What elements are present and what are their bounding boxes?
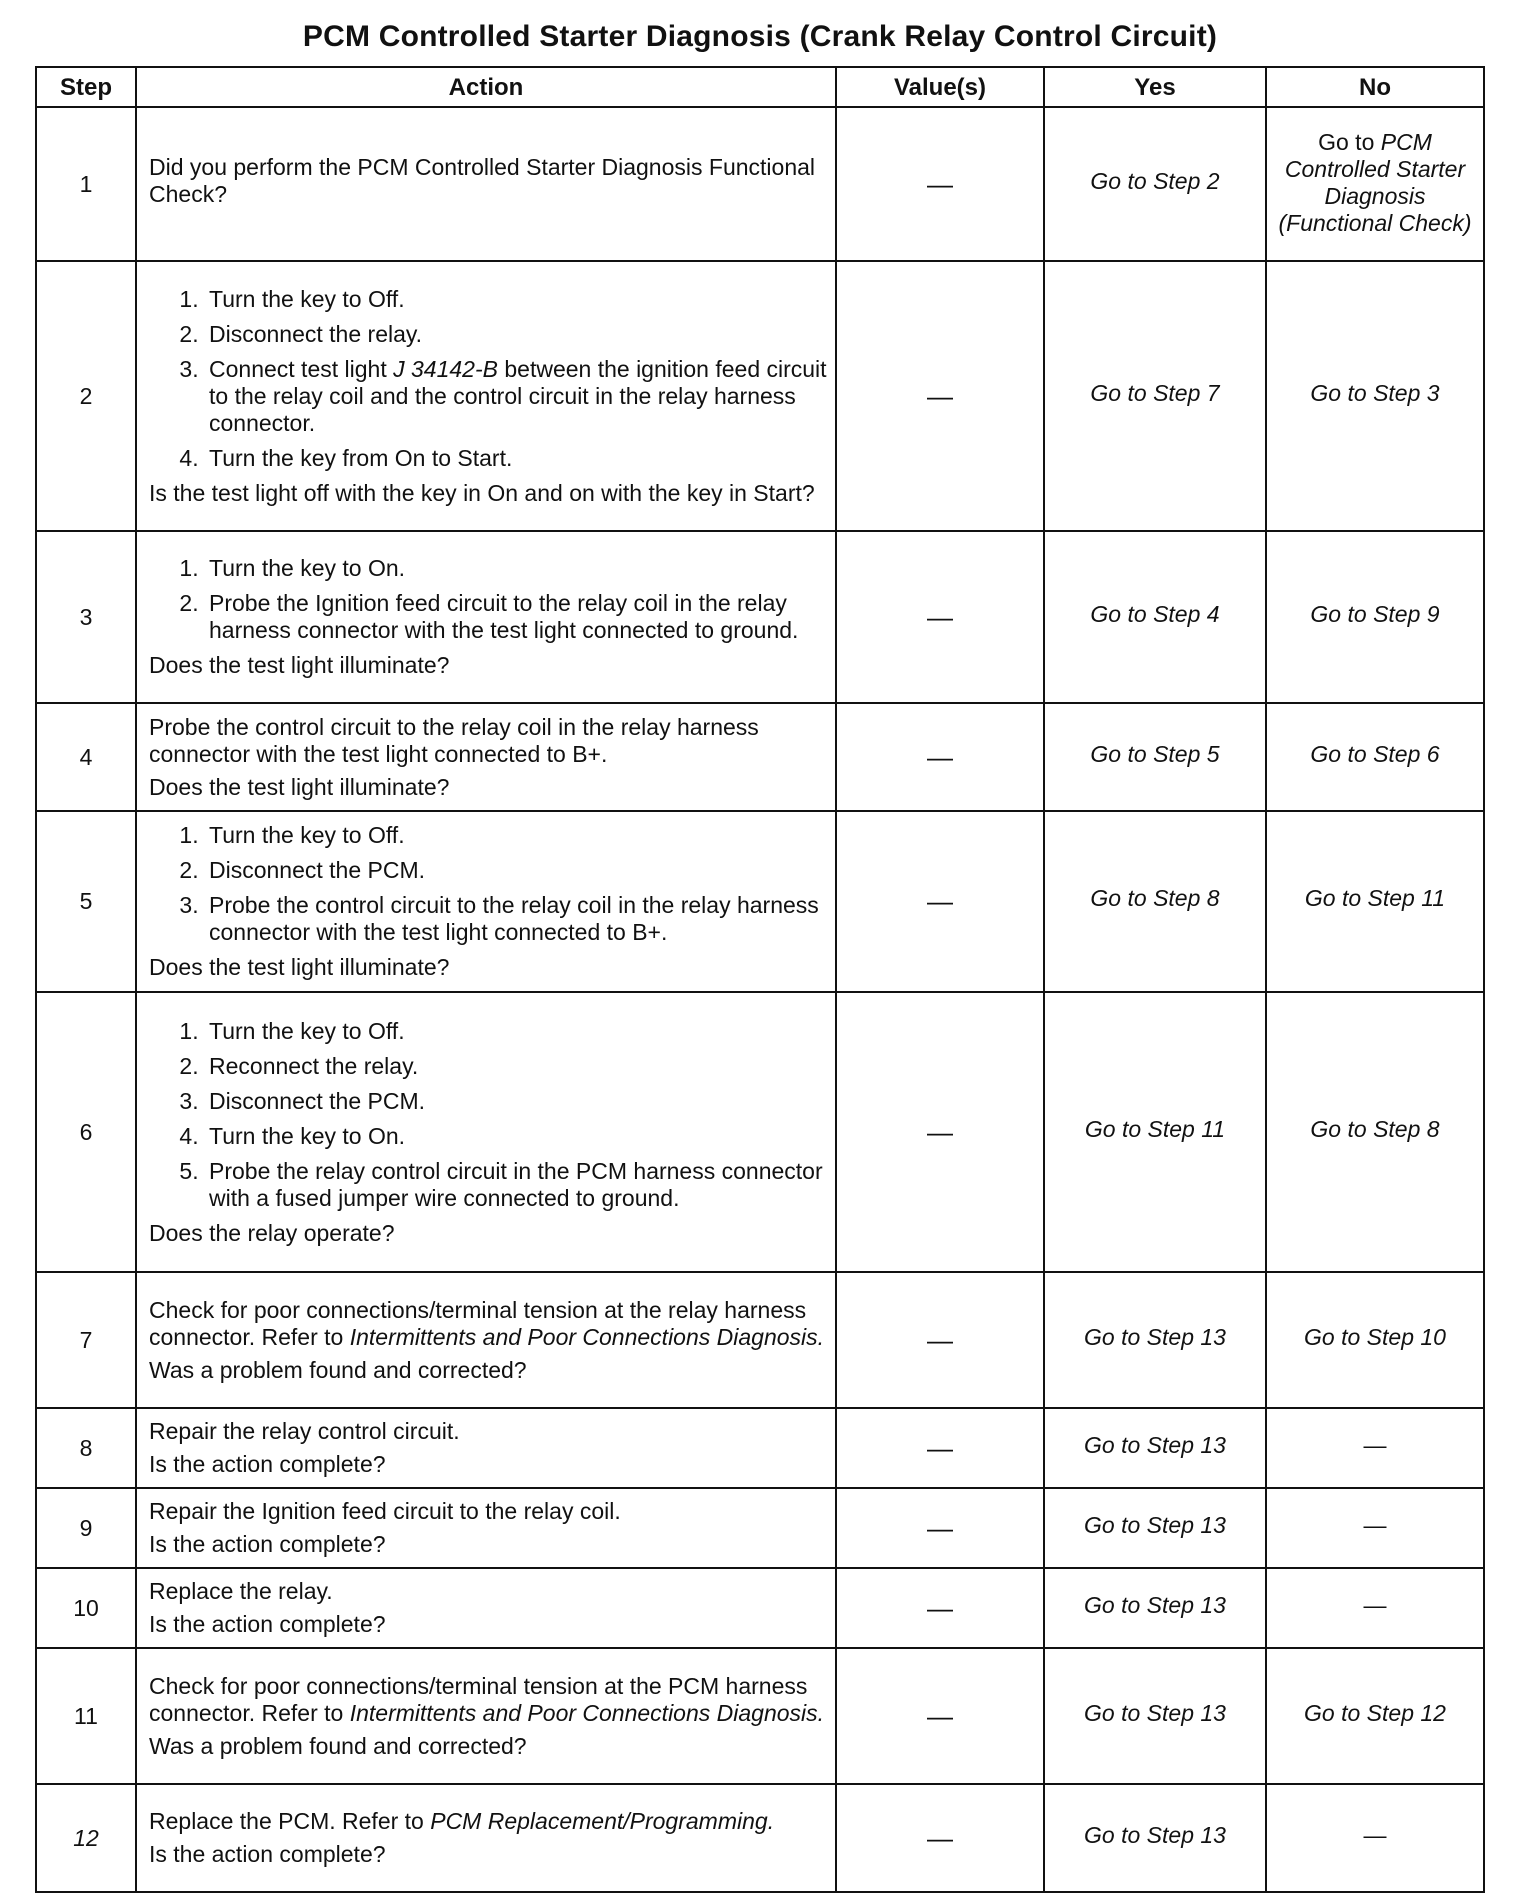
action-text-part: Replace the PCM. Refer to bbox=[149, 1808, 431, 1834]
table-row bbox=[36, 1408, 1484, 1488]
action-question: Was a problem found and corrected? bbox=[149, 1356, 527, 1383]
table-row bbox=[36, 531, 1484, 703]
no-cell bbox=[1266, 107, 1484, 261]
action-question: Does the test light illuminate? bbox=[149, 652, 450, 678]
no-reference: PCM Controlled Starter Diagnosis (Functional Check) bbox=[1278, 129, 1472, 236]
header-action: Action bbox=[136, 67, 836, 107]
action-step bbox=[205, 356, 827, 437]
value-cell: — bbox=[836, 1568, 1044, 1648]
yes-cell: Go to Step 13 bbox=[1044, 1568, 1266, 1648]
action-cell bbox=[136, 1272, 836, 1408]
header-row bbox=[36, 67, 1484, 107]
value-cell: — bbox=[836, 1648, 1044, 1784]
action-cell bbox=[136, 107, 836, 261]
no-text: Go to bbox=[1318, 129, 1381, 155]
yes-cell: Go to Step 13 bbox=[1044, 1408, 1266, 1488]
diagnosis-table bbox=[35, 66, 1485, 1893]
yes-cell: Go to Step 4 bbox=[1044, 531, 1266, 703]
action-cell bbox=[136, 703, 836, 811]
step-number: 11 bbox=[36, 1648, 136, 1784]
action-question: Is the action complete? bbox=[149, 1841, 386, 1867]
yes-cell: Go to Step 13 bbox=[1044, 1648, 1266, 1784]
table-row bbox=[36, 703, 1484, 811]
action-step: 4. Turn the key to On. bbox=[205, 1123, 827, 1150]
page-title: PCM Controlled Starter Diagnosis (Crank Relay Control Circuit) bbox=[302, 20, 1218, 53]
yes-cell: Go to Step 13 bbox=[1044, 1784, 1266, 1892]
yes-cell: Go to Step 7 bbox=[1044, 261, 1266, 531]
no-cell: Go to Step 11 bbox=[1266, 811, 1484, 992]
no-cell: — bbox=[1266, 1784, 1484, 1892]
action-step: 4. Turn the key from On to Start. bbox=[205, 445, 827, 472]
table-row bbox=[36, 1784, 1484, 1892]
action-text: Repair the relay control circuit. bbox=[149, 1418, 460, 1444]
step-number: 7 bbox=[36, 1272, 136, 1408]
doc-reference: Intermittents and Poor Connections Diagnosis. bbox=[349, 1323, 825, 1350]
table-row bbox=[36, 811, 1484, 992]
action-text-part: Check for poor connections/terminal tension at the relay harness connector. Refer to bbox=[149, 1296, 807, 1350]
action-text: Probe the control circuit to the relay coil in the relay harness connector with the test light connected to B+. bbox=[149, 713, 759, 767]
action-question: Is the action complete? bbox=[149, 1531, 386, 1557]
table-row bbox=[36, 107, 1484, 261]
action-text bbox=[149, 1673, 827, 1727]
value-cell: — bbox=[836, 703, 1044, 811]
action-question: Does the relay operate? bbox=[149, 1219, 395, 1246]
header-values: Value(s) bbox=[836, 67, 1044, 107]
action-cell bbox=[136, 1648, 836, 1784]
no-cell: Go to Step 9 bbox=[1266, 531, 1484, 703]
value-cell: — bbox=[836, 1272, 1044, 1408]
value-cell: — bbox=[836, 811, 1044, 992]
action-step: 2. Probe the Ignition feed circuit to the relay coil in the relay harness connector with the test light connected to ground. bbox=[205, 590, 827, 644]
value-cell: — bbox=[836, 1488, 1044, 1568]
value-cell: — bbox=[836, 1408, 1044, 1488]
action-text bbox=[149, 1297, 827, 1351]
action-step: 2. Reconnect the relay. bbox=[205, 1053, 827, 1080]
no-cell: Go to Step 3 bbox=[1266, 261, 1484, 531]
doc-reference: PCM Replacement/Programming. bbox=[430, 1808, 775, 1834]
yes-cell: Go to Step 5 bbox=[1044, 703, 1266, 811]
action-step: 3. Probe the control circuit to the relay coil in the relay harness connector with the test light connected to B+. bbox=[205, 892, 827, 946]
yes-cell: Go to Step 13 bbox=[1044, 1488, 1266, 1568]
action-step: 1. Turn the key to Off. bbox=[205, 286, 827, 313]
action-question: Is the test light off with the key in On and on with the key in Start? bbox=[149, 479, 815, 506]
step-number: 2 bbox=[36, 261, 136, 531]
header-no: No bbox=[1266, 67, 1484, 107]
step-number: 3 bbox=[36, 531, 136, 703]
step-number: 4 bbox=[36, 703, 136, 811]
action-text-part: Check for poor connections/terminal tension at the PCM harness connector. Refer to bbox=[149, 1672, 808, 1726]
action-step-text: between the ignition feed circuit to the relay coil and the control circuit in the relay harness connector. bbox=[209, 355, 827, 436]
action-text: Did you perform the PCM Controlled Starter Diagnosis Functional Check? bbox=[149, 154, 816, 207]
action-steps bbox=[149, 286, 827, 472]
value-cell: — bbox=[836, 531, 1044, 703]
step-number: 5 bbox=[36, 811, 136, 992]
table-row bbox=[36, 1568, 1484, 1648]
action-question: Was a problem found and corrected? bbox=[149, 1732, 527, 1759]
action-cell bbox=[136, 992, 836, 1272]
no-cell: Go to Step 10 bbox=[1266, 1272, 1484, 1408]
action-steps bbox=[149, 555, 827, 644]
no-cell: — bbox=[1266, 1488, 1484, 1568]
step-number: 6 bbox=[36, 992, 136, 1272]
action-question: Does the test light illuminate? bbox=[149, 773, 450, 800]
yes-cell: Go to Step 11 bbox=[1044, 992, 1266, 1272]
step-number: 12 bbox=[36, 1784, 136, 1892]
action-steps bbox=[149, 822, 827, 946]
yes-cell: Go to Step 13 bbox=[1044, 1272, 1266, 1408]
table-row bbox=[36, 261, 1484, 531]
step-number: 10 bbox=[36, 1568, 136, 1648]
action-cell bbox=[136, 1568, 836, 1648]
no-cell: Go to Step 8 bbox=[1266, 992, 1484, 1272]
value-cell: — bbox=[836, 1784, 1044, 1892]
action-step: 3. Disconnect the PCM. bbox=[205, 1088, 827, 1115]
yes-cell: Go to Step 2 bbox=[1044, 107, 1266, 261]
action-step: 2. Disconnect the PCM. bbox=[205, 857, 827, 884]
step-number: 9 bbox=[36, 1488, 136, 1568]
no-cell: Go to Step 6 bbox=[1266, 703, 1484, 811]
yes-cell: Go to Step 8 bbox=[1044, 811, 1266, 992]
table-row bbox=[36, 1488, 1484, 1568]
action-question: Is the action complete? bbox=[149, 1611, 386, 1637]
value-cell: — bbox=[836, 261, 1044, 531]
action-step: 5. Probe the relay control circuit in the PCM harness connector with a fused jumper wire connected to ground. bbox=[205, 1158, 827, 1212]
action-step: 1. Turn the key to Off. bbox=[205, 822, 827, 849]
no-cell: — bbox=[1266, 1408, 1484, 1488]
action-cell bbox=[136, 811, 836, 992]
value-cell: — bbox=[836, 992, 1044, 1272]
action-step: 1. Turn the key to On. bbox=[205, 555, 827, 582]
action-text bbox=[149, 1808, 827, 1835]
action-cell bbox=[136, 261, 836, 531]
doc-reference: Intermittents and Poor Connections Diagnosis. bbox=[349, 1699, 825, 1726]
header-yes: Yes bbox=[1044, 67, 1266, 107]
action-text: Replace the relay. bbox=[149, 1578, 333, 1604]
action-cell bbox=[136, 1408, 836, 1488]
tool-reference: J 34142-B bbox=[393, 355, 498, 382]
action-text: Repair the Ignition feed circuit to the relay coil. bbox=[149, 1498, 621, 1524]
step-number: 1 bbox=[36, 107, 136, 261]
no-cell: — bbox=[1266, 1568, 1484, 1648]
action-question: Is the action complete? bbox=[149, 1451, 386, 1477]
action-question: Does the test light illuminate? bbox=[149, 954, 450, 980]
action-step: 1. Turn the key to Off. bbox=[205, 1018, 827, 1045]
table-row bbox=[36, 1272, 1484, 1408]
action-step-text: Connect test light bbox=[209, 355, 394, 382]
action-steps bbox=[149, 1018, 827, 1212]
header-step: Step bbox=[36, 67, 136, 107]
table-row bbox=[36, 1648, 1484, 1784]
step-number: 8 bbox=[36, 1408, 136, 1488]
action-cell bbox=[136, 531, 836, 703]
table-row bbox=[36, 992, 1484, 1272]
action-cell bbox=[136, 1488, 836, 1568]
action-cell bbox=[136, 1784, 836, 1892]
no-cell: Go to Step 12 bbox=[1266, 1648, 1484, 1784]
action-step: 2. Disconnect the relay. bbox=[205, 321, 827, 348]
value-cell: — bbox=[836, 107, 1044, 261]
